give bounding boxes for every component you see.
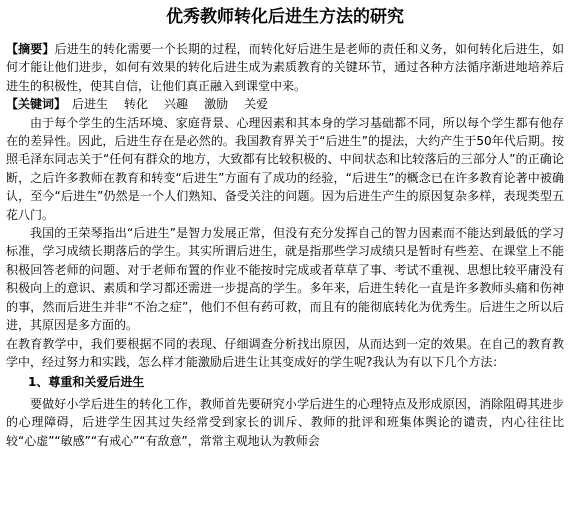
- keyword-item: 后进生: [72, 97, 109, 112]
- keyword-item: 激励: [204, 97, 229, 112]
- keywords-label: 【关键词】: [6, 97, 67, 112]
- keywords-paragraph: [6, 95, 564, 113]
- keyword-item: 关爱: [244, 97, 269, 112]
- body-paragraph: 我国的王荣琴指出“后进生”是智力发展正常，但没有充分发挥自己的智力因素而不能达到最低的学习标准，学习成绩长期落后的学生。其实所谓后进生，就是指那些学习成绩只是暂时有些差、在课堂上不能积极回答老师的问题、对于老师布置的作业不能按时完成或者草草了事、考试不重视、思想比较平庸没有积极向上的意识、素质和学习都还需进一步提高的学生。多年来，后进生转化一直是许多教师头痛和伤神的事，然而后进生并非“不治之症”，他们不但有药可救，而且有的能彻底转化为优秀生。后进生之所以后进，其原因是多方面的。: [6, 226, 564, 333]
- abstract-paragraph: [6, 40, 564, 95]
- abstract-text: 后进生的转化需要一个长期的过程，而转化好后进生是老师的责任和义务，如何转化后进生，如何才能让他们进步，如何有效果的转化后进生成为素质教育的关键环节，通过各种方法循序渐进地培养后进生的积极性，使其自信，让他们真正融入到课堂中来。: [6, 42, 564, 93]
- keyword-item: 兴趣: [164, 97, 189, 112]
- abstract-label: 【摘要】: [6, 42, 55, 56]
- body-paragraph: 由于每个学生的生活环境、家庭背景、心理因素和其本身的学习基础都不同，所以每个学生都有他存在的差异性。因此，后进生存在是必然的。我国教育界关于“后进生”的提法，大约产生于50年代后期。按照毛泽东同志关于“任何有群众的地方，大致都有比较积极的、中间状态和比较落后的三部分人”的正确论断，之后许多教师在教育和转变“后进生”方面有了成功的经验，“后进生”的概念已在许多教育论著中被确认，至今“后进生”仍然是一个人们熟知、备受关注的问题。因为后进生产生的原因复杂多样，表现类型五花八门。: [6, 115, 564, 222]
- section-paragraph: 要做好小学后进生的转化工作，教师首先要研究小学后进生的心理特点及形成原因，消除阻碍其进步的心理障碍，后进学生因其过失经常受到家长的训斥、教师的批评和班集体舆论的谴责，内心往往比较“心虚”“敏感”“有戒心”“有敌意”，常常主观地认为教师会: [6, 396, 564, 448]
- section-heading: 1、尊重和关爱后进生: [28, 375, 145, 390]
- page-title: 优秀教师转化后进生方法的研究: [166, 7, 404, 27]
- keyword-item: 转化: [124, 97, 149, 112]
- body-paragraph: 在教育教学中，我们要根据不同的表现、仔细调查分析找出原因，从而达到一定的效果。在自己的教育教学中，经过努力和实践，怎么样才能激励后进生让其变成好的学生呢?我认为有以下几个方法：: [6, 336, 564, 369]
